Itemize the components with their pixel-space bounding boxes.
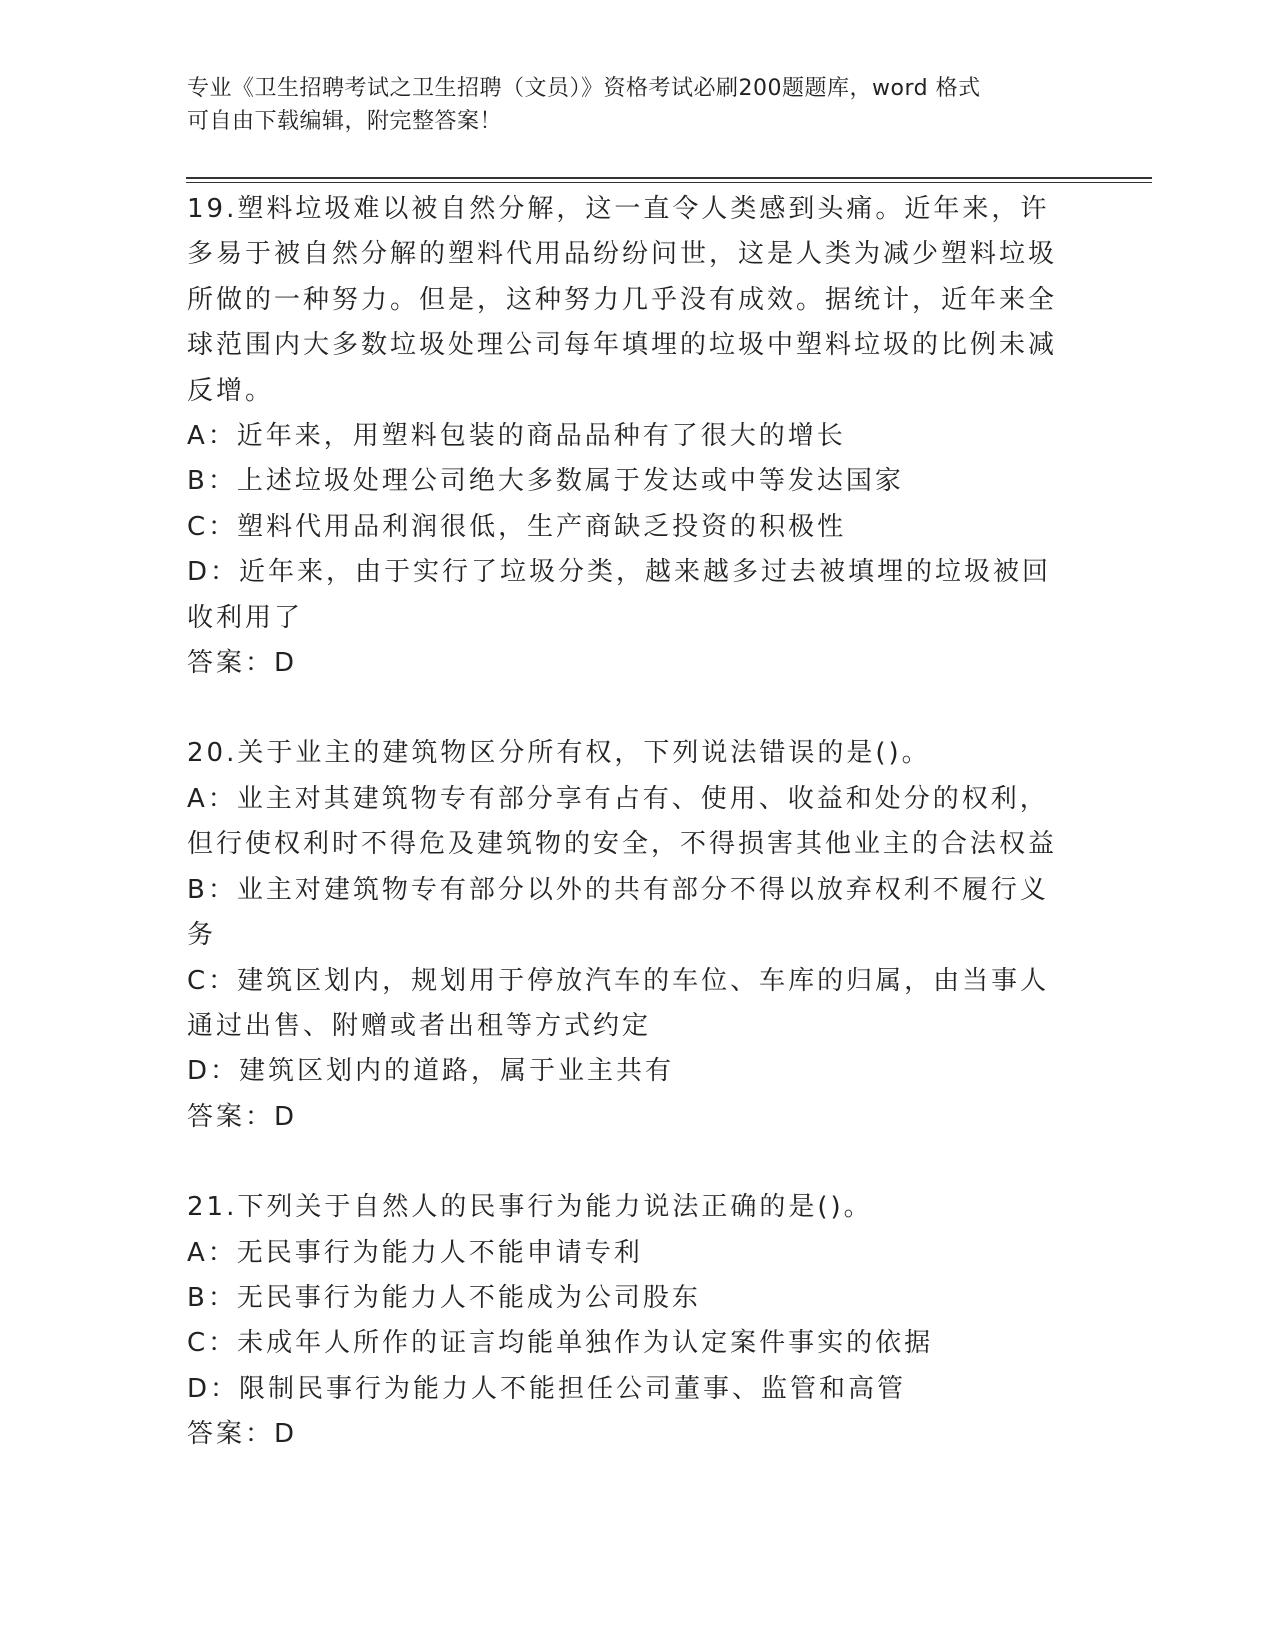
answer-line: 答案：D xyxy=(187,648,298,679)
option-c: C：塑料代用品利润很低，生产商缺乏投资的积极性 xyxy=(187,511,847,542)
option-b: B：无民事行为能力人不能成为公司股东 xyxy=(187,1282,701,1313)
option-d: D：近年来，由于实行了垃圾分类，越来越多过去被填埋的垃圾被回收利用了 xyxy=(187,557,1052,633)
option-a: A：业主对其建筑物专有部分享有占有、使用、收益和处分的权利，但行使权利时不得危及建筑物的安全，不得损害其他业主的合法权益 xyxy=(187,783,1058,860)
document-header xyxy=(187,72,1087,138)
option-c: C：未成年人所作的证言均能单独作为认定案件事实的依据 xyxy=(187,1328,934,1359)
option-a: A：无民事行为能力人不能申请专利 xyxy=(187,1237,643,1268)
question-spacer xyxy=(187,1140,1077,1185)
header-line-1: 专业《卫生招聘考试之卫生招聘（文员）》资格考试必刷200题题库，word 格式 xyxy=(187,76,981,101)
question-list xyxy=(187,187,1077,1458)
question-stem: 20.关于业主的建筑物区分所有权，下列说法错误的是()。 xyxy=(187,738,931,769)
header-divider-thin xyxy=(186,182,1152,183)
question-stem: 21.下列关于自然人的民事行为能力说法正确的是()。 xyxy=(187,1192,873,1223)
question-spacer xyxy=(187,686,1077,731)
option-b: B：上述垃圾处理公司绝大多数属于发达或中等发达国家 xyxy=(187,466,904,497)
option-d: D：建筑区划内的道路，属于业主共有 xyxy=(187,1056,675,1087)
question-19 xyxy=(187,187,1077,686)
question-20 xyxy=(187,731,1077,1140)
option-d: D：限制民事行为能力人不能担任公司董事、监管和高管 xyxy=(187,1373,907,1404)
header-line-2: 可自由下载编辑，附完整答案！ xyxy=(187,109,503,134)
option-b: B：业主对建筑物专有部分以外的共有部分不得以放弃权利不履行义务 xyxy=(187,874,1049,951)
question-stem: 19.塑料垃圾难以被自然分解，这一直令人类感到头痛。近年来，许多易于被自然分解的塑料代用品纷纷问世，这是人类为减少塑料垃圾所做的一种努力。但是，这种努力几乎没有成效。据统计，近年来全球范围内大多数垃圾处理公司每年填埋的垃圾中塑料垃圾的比例未减反增。 xyxy=(187,194,1058,406)
question-21 xyxy=(187,1185,1077,1457)
answer-line: 答案：D xyxy=(187,1419,298,1450)
answer-line: 答案：D xyxy=(187,1101,298,1132)
option-a: A：近年来，用塑料包装的商品品种有了很大的增长 xyxy=(187,421,846,452)
header-divider xyxy=(186,177,1152,179)
option-c: C：建筑区划内，规划用于停放汽车的车位、车库的归属，由当事人通过出售、附赠或者出租等方式约定 xyxy=(187,965,1050,1041)
